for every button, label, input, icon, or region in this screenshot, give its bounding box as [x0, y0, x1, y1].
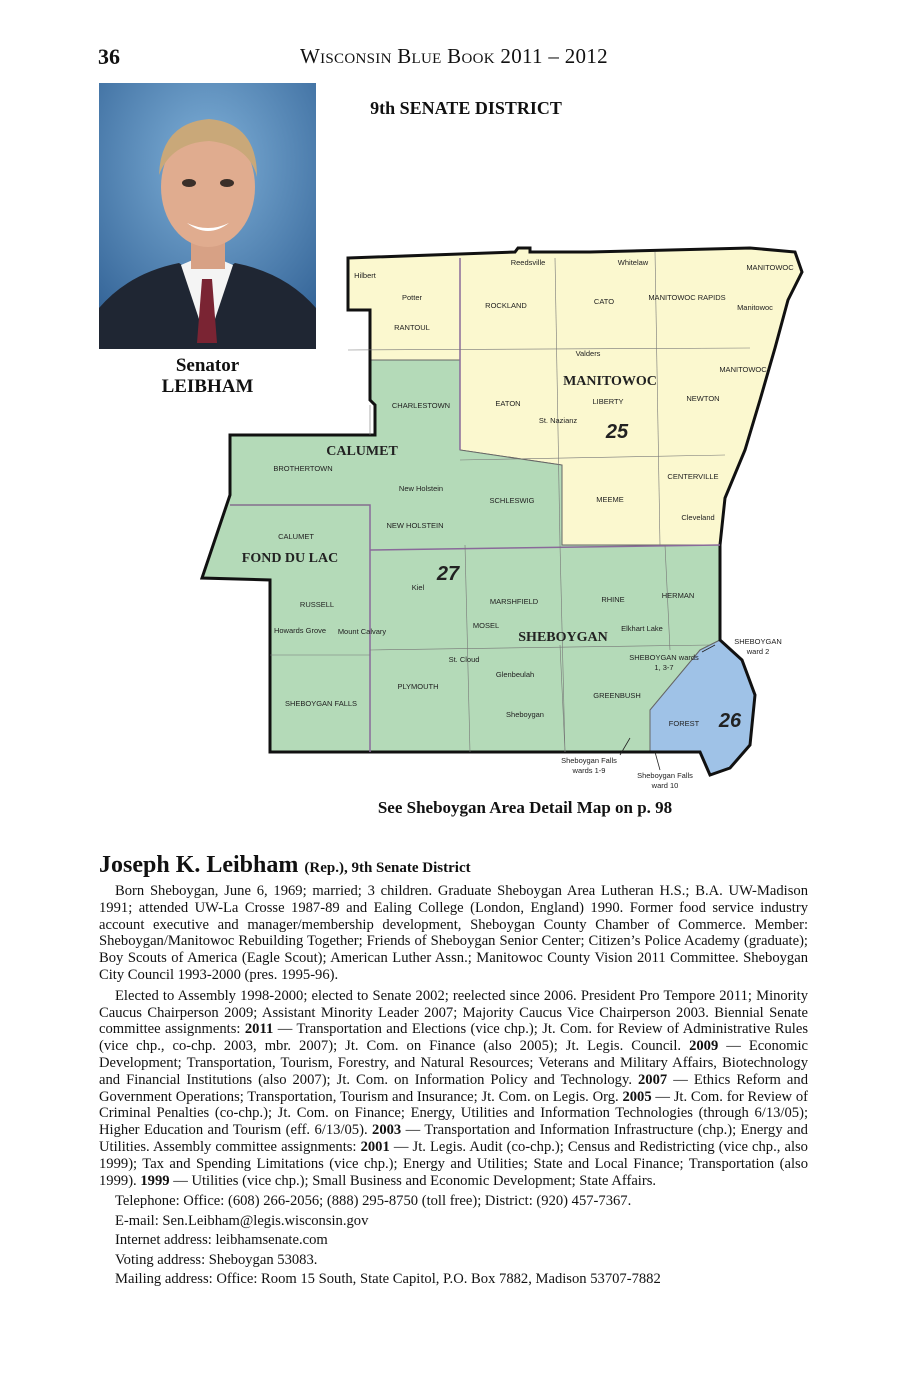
district-number-label: 27 — [436, 563, 460, 585]
town-label: MARSHFIELD — [489, 597, 539, 606]
committees-2007: — Ethics Reform and Government Operations; Transportation, Tourism and Insurance; Jt. Com. on Legis. Org. — [99, 1071, 808, 1105]
see-detail-map-note: See Sheboygan Area Detail Map on p. 98 — [377, 798, 673, 817]
callout-label: SHEBOYGAN wards — [629, 653, 699, 662]
county-label: FOND DU LAC — [241, 551, 339, 566]
biography-section — [99, 850, 808, 1290]
town-label: St. Nazianz — [538, 416, 578, 425]
town-label: Elkhart Lake — [621, 624, 663, 633]
town-label: NEW HOLSTEIN — [386, 521, 444, 530]
town-label: MANITOWOC — [719, 365, 767, 374]
town-label: Howards Grove — [273, 626, 327, 635]
town-label: RHINE — [601, 595, 625, 604]
telephone-line: Telephone: Office: (608) 266-2056; (888) 295-8750 (toll free); District: (920) 457-7367. — [115, 1193, 632, 1210]
year-2009: 2009 — [689, 1038, 719, 1055]
callout-label: ward 2 — [746, 647, 770, 656]
committees-2003: — Transportation and Information Infrastructure (chp.); Energy and Utilities. Assembly committee assignments: — [99, 1122, 808, 1155]
town-label: MEEME — [596, 495, 624, 504]
running-title: Wisconsin Blue Book 2011 – 2012 — [300, 44, 608, 68]
town-label: FOREST — [668, 719, 700, 728]
page-number: 36 — [98, 44, 120, 69]
year-2001: 2001 — [360, 1138, 390, 1155]
town-label: RANTOUL — [394, 323, 430, 332]
committees-1999: — Utilities (vice chp.); Small Business and Economic Development; State Affairs. — [169, 1172, 657, 1189]
senate-district-map — [190, 240, 820, 800]
town-label: LIBERTY — [592, 397, 624, 406]
town-label: Valders — [575, 349, 601, 358]
bio-header — [99, 850, 808, 883]
email-line[interactable]: E-mail: Sen.Leibham@legis.wisconsin.gov — [115, 1212, 369, 1229]
town-label: MANITOWOC — [746, 263, 794, 272]
town-label: HERMAN — [661, 591, 695, 600]
year-1999: 1999 — [140, 1172, 170, 1189]
town-label: St. Cloud — [448, 655, 480, 664]
map-title: 9th SENATE DISTRICT — [370, 98, 562, 118]
committees-2009: — Economic Development; Transportation, Tourism, Forestry, and Natural Resources; Veterans and Military Affairs, Biotechnology and Financial Institutions (also 2007); Jt. Com. on Information Policy and Technology. — [99, 1038, 808, 1088]
town-label: GREENBUSH — [593, 691, 641, 700]
town-label: CENTERVILLE — [667, 472, 719, 481]
county-label: SHEBOYGAN — [518, 630, 608, 645]
voting-address-line: Voting address: Sheboygan 53083. — [115, 1251, 318, 1268]
senator-affiliation: (Rep.), 9th Senate District — [304, 860, 471, 876]
bio-paragraph-legislative — [99, 988, 808, 1190]
contact-info — [115, 1192, 808, 1290]
town-label: New Holstein — [398, 484, 444, 493]
committees-2001: — Jt. Legis. Audit (co-chp.); Census and Redistricting (vice chp., also 1999); Tax and Spending Limitations (vice chp.); Energy and Utilities; State and Local Finance; Transportation (also 1999). — [99, 1138, 808, 1189]
town-label: SHEBOYGAN FALLS — [284, 699, 358, 708]
county-label: CALUMET — [326, 444, 398, 459]
town-label: CATO — [593, 297, 615, 306]
year-2003: 2003 — [372, 1122, 402, 1139]
town-label: NEWTON — [686, 394, 720, 403]
page-header — [98, 44, 818, 74]
district-number-label: 26 — [718, 710, 742, 732]
callout-label: wards 1-9 — [572, 766, 606, 775]
callout-label: Sheboygan Falls — [561, 756, 617, 765]
callout-label: ward 10 — [651, 781, 679, 790]
town-label: CHARLESTOWN — [391, 401, 451, 410]
town-label: RUSSELL — [299, 600, 335, 609]
town-label: Cleveland — [681, 513, 715, 522]
mailing-address-line: Mailing address: Office: Room 15 South, State Capitol, P.O. Box 7882, Madison 53707-7882 — [115, 1271, 661, 1288]
year-2007: 2007 — [638, 1071, 668, 1088]
town-label: EATON — [495, 399, 521, 408]
callout-label: 1, 3-7 — [654, 663, 674, 672]
callout-leader-line — [655, 752, 660, 770]
town-label: MANITOWOC RAPIDS — [648, 293, 726, 302]
year-2011: 2011 — [244, 1021, 274, 1038]
town-label: BROTHERTOWN — [273, 464, 333, 473]
caption-name: LEIBHAM — [161, 376, 254, 397]
town-label: Hilbert — [354, 271, 376, 280]
town-label: Potter — [401, 293, 423, 302]
committees-2011: — Transportation and Elections (vice chp.); Jt. Com. for Review of Administrative Rules (vice chp., co-chp. 2003, mbr. 2007); Jt. Com. on Finance (also 2005); Jt. Legis. Council. — [99, 1021, 808, 1055]
callout-label: SHEBOYGAN — [734, 637, 782, 646]
town-label: Sheboygan — [506, 710, 544, 719]
senator-name: Joseph K. Leibham — [99, 852, 299, 878]
town-label: PLYMOUTH — [397, 682, 439, 691]
town-label: SCHLESWIG — [489, 496, 535, 505]
town-label: CALUMET — [278, 532, 314, 541]
town-label: Manitowoc — [737, 303, 773, 312]
district-number-label: 25 — [605, 421, 629, 443]
committees-2005: — Jt. Com. for Review of Criminal Penalties (co-chp.); Jt. Com. on Finance; Energy, Utilities and Information Technologies (through 6/13/05); Higher Education and Tourism (eff. 6/13/05). — [99, 1088, 808, 1139]
legislative-intro: Elected to Assembly 1998-2000; elected to Senate 2002; reelected since 2006. President Pro Tempore 2011; Minority Caucus Chairperson 2009; Assistant Minority Leader 2007; Majority Caucus Vice Chairperson 2003. Biennial Senate committee assignments: — [99, 987, 808, 1038]
town-label: Kiel — [411, 583, 425, 592]
town-label: Mount Calvary — [337, 627, 387, 636]
town-label: Glenbeulah — [495, 670, 535, 679]
caption-title: Senator — [175, 355, 240, 376]
bio-paragraph-personal: Born Sheboygan, June 6, 1969; married; 3 children. Graduate Sheboygan Area Lutheran H.S.; B.A. UW-Madison 1991; attended UW-La Crosse 1987-89 and Ealing College (London, England) 1990. Former food service industry account executive and manager/membership development, Sheboygan County Chamber of Commerce. Member: Sheboygan/Manitowoc Rebuilding Together; Friends of Sheboygan Senior Center; Citizen’s Police Academy (graduate); Boy Scouts of America (Eagle Scout); American Luther Assn.; Manitowoc County Vision 2011 Committee. Sheboygan City Council 1993-2000 (pres. 1995-96). — [99, 883, 808, 983]
callout-label: Sheboygan Falls — [637, 771, 693, 780]
internet-line[interactable]: Internet address: leibhamsenate.com — [115, 1232, 328, 1249]
town-label: MOSEL — [472, 621, 500, 630]
year-2005: 2005 — [622, 1088, 652, 1105]
county-label: MANITOWOC — [563, 374, 657, 389]
town-label: ROCKLAND — [485, 301, 527, 310]
town-label: Reedsville — [510, 258, 546, 267]
town-label: Whitelaw — [617, 258, 649, 267]
